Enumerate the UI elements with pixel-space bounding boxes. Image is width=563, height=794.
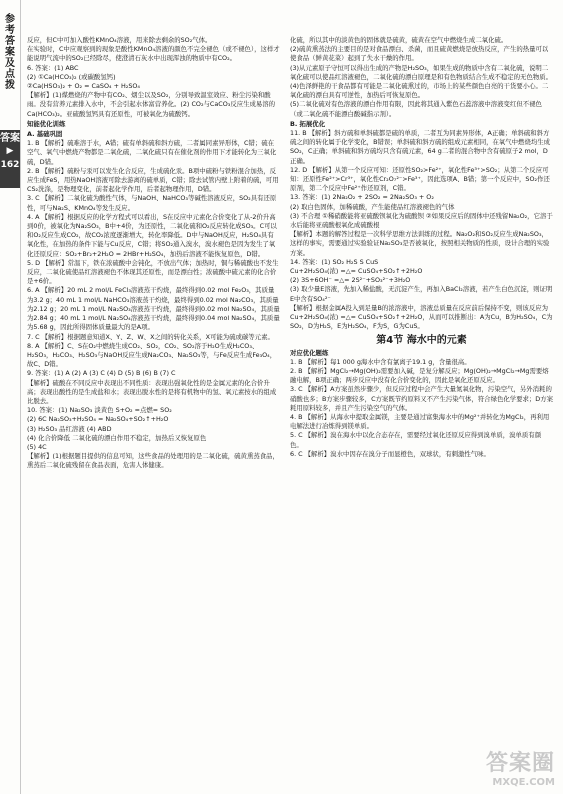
- left-paragraph: ②Ca(HSO₃)₂ + O₂ = CaSO₄ + H₂SO₄: [27, 82, 140, 91]
- answer-tab-label: 答案: [0, 133, 20, 144]
- left-paragraph: 10. 答案：(1) Na₂SO₃ 淡黄色 S+O₂ =点燃= SO₂: [27, 406, 172, 415]
- right-paragraph: 13. 答案：(1) 2Na₂O₂ + 2SO₂ = 2Na₂SO₃ + O₂: [290, 193, 434, 202]
- right-paragraph: 化硫，所以其中的淡黄色的固体就是硫黄，硫黄在空气中燃烧生成二氧化硫。: [290, 36, 508, 44]
- left-paragraph: 【解析】(1)根据题目提供的信息可知，这些食品的处理用的是二氧化硫，硫黄熏蒸食品，熏蒸后二氧化硫残留在食品表面，危害人体健康。: [27, 452, 279, 470]
- right-paragraph: (2) 3S+6OH⁻ =△= 2S²⁻+SO₃²⁻+3H₂O: [290, 276, 411, 285]
- right-paragraph: (3) 不合理 ①稀硝酸能将亚硫酸钡氧化为硫酸钡 ②如果反应后的固体中还残留Na₂O₂，它溶于水后能将亚硫酸根氧化成硫酸根: [290, 211, 553, 230]
- right-paragraph: 第4节 海水中的元素: [376, 334, 467, 346]
- left-paragraph: 2. B 【解析】硫粉与汞可以发生化合反应，生成硫化汞。B项中硫粉与铁粉混合加热，反应生成FeS，用热NaOH溶液可除去游离的硫单质，C错；除去试管内壁上附着的硫，可用CS₂洗涤，是物理变化，前者起化学作用，后者起物理作用，D错。: [27, 166, 279, 194]
- left-paragraph: A. 基础巩固: [27, 130, 63, 139]
- right-paragraph: 【解析】本题的解答过程是一次科学思维方法训练的过程。Na₂O₂和SO₂反应生成Na₂SO₃，这样的事实，需要通过实验验证Na₂SO₃是否被氧化，按照相关物质的性质，设计合理的实验方案。: [290, 230, 550, 257]
- left-paragraph: 7. C 【解析】根据题意知道X、Y、Z、W、X之间的转化关系，X可能为硫或碳等元素。: [27, 332, 274, 341]
- right-paragraph: (2)硫黄熏蒸法的主要目的是对食品漂白、杀菌，而且硫黄燃烧是放热反应，产生的热量可以使食品（鲜黄花菜）起到了失水干燥的作用。: [290, 45, 549, 63]
- right-paragraph: Cu+2H₂SO₄(浓) =△= CuSO₄+SO₂↑+2H₂O: [290, 267, 423, 276]
- left-paragraph: 反应，但C中可加入酸性KMnO₄溶液，用来除去剩余的SO₂气体。: [27, 36, 212, 44]
- right-paragraph: 【解析】根据金属A投入到足量B的浓溶液中，溶液总质量在反应前后保持不变，则该反应为Cu+2H₂SO₄(浓) =△= CuSO₄+SO₂↑+2H₂O，从而可以推断出：A为Cu，B为H₂SO₄，C为SO₂，D为H₂S，E为H₂SO₄，F为S，G为CuS。: [290, 303, 553, 331]
- right-paragraph: 2. B 【解析】MgCl₂→Mg(OH)₂需要加入碱，是复分解反应；Mg(OH)₂→MgCl₂→Mg需要熔融电解，B项正确；两步反应中没有化合价变化的，因此是氧化还原反应。: [290, 366, 549, 385]
- right-paragraph: (3)从元素原子守恒可以得出生成的产物是H₂SO₃，如果生成的物质中含有二氧化硫，说明二氧化硫可以使品红溶液褪色，二氧化硫的漂白原理是和有色物质结合生成不稳定的无色物质。: [290, 63, 553, 81]
- chevron-right-icon: ▶: [6, 146, 14, 156]
- left-paragraph: 8. A 【解析】C、S在O₂中燃烧生成CO₂、SO₂，CO₂、SO₂溶于H₂O生成H₂CO₃、H₂SO₃，H₂CO₃、H₂SO₃与NaOH反应生成Na₂CO₃、Na₂SO₃等，与Fe反应生成Fe₃O₄，故C、D错。: [27, 341, 277, 369]
- watermark-main: 答案圈: [485, 751, 555, 776]
- left-paragraph: 【解析】(1)煤燃烧的产物中有CO₂、烟尘以及SO₂，分别导致温室效应、粉尘污染和酸雨。没有营养元素排入水中，不会引起水体富营养化。(2) CO₂与CaCO₃反应生成易溶的Ca(HCO₃)₂。亚硫酸氢钙具有还原性，可被氧化为硫酸钙。: [27, 91, 276, 118]
- left-paragraph: 4. A 【解析】根据反应的化学方程式可以看出，S在反应中元素化合价变化了从-2价升高到0价，被氧化为Na₂SO₃，B中+4价，为还原性，二氧化硫和O₂反应转化成SO₃。C可以和O₂反应生成CO₂，故CO₂浓度逐渐增大，转化率降低。D中与NaOH反应，H₂SO₄具有氧化性，在加热的条件下能与Cu反应，C错；将SO₂通入溴水，溴水褪色是因为发生了氧化还原反应：SO₂+Br₂+2H₂O = 2HBr+H₂SO₄，加热后溶液不能恢复原色，D错。: [27, 212, 277, 258]
- left-paragraph: (5) 4C: [27, 442, 47, 451]
- left-paragraph: (4) 化合价降低 二氧化硫的漂白作用不稳定，加热后又恢复原色: [27, 433, 207, 442]
- right-paragraph: 4. B 【解析】从海水中提取金属镁，主要是通过富集海水中的Mg²⁺并转化为MgCl₂，再利用电解法进行冶炼得到镁单质。: [290, 412, 550, 431]
- right-paragraph: (2) 取白色固体，加稀硫酸，产生能使品红溶液褪色的气体: [290, 202, 455, 211]
- left-paragraph: (2) ①Ca(HCO₃)₂ (或碳酸氢钙): [27, 72, 116, 81]
- right-paragraph: 12. D 【解析】从第一个反应可知：还原性SO₂>Fe²⁺，氧化性Fe³⁺>SO₂；从第二个反应可知：还原性Fe²⁺>Cr³⁺，氧化性Cr₂O₇²⁻>Fe³⁺，因此选项A、B错；第一个反应中，SO₂作还原剂，第二个反应中Fe²⁺作还原剂，C错。: [290, 165, 550, 193]
- right-paragraph: (4)色泽鲜艳的干食品都有可能是二氧化硫熏过的，市场上的某些颜色白亮的干货要小心。二氧化硫的漂白具有可逆性，加热后可恢复原色。: [290, 82, 549, 100]
- left-paragraph: 知能优化训练: [27, 119, 66, 128]
- left-paragraph: 在实验时，C中应观察到的现象是酸性KMnO₄溶液的颜色不完全褪色（或不褪色），这样才能说明气流中的SO₂已经除尽，使澄清石灰水中出现浑浊的物质中有CO₂。: [27, 45, 280, 63]
- left-paragraph: 6. A 【解析】20 mL 2 mol/L FeCl₃溶液蒸干灼烧，最终得到0.02 mol Fe₂O₃，其质量为3.2 g；40 mL 1 mol/L NaHCO₃溶液蒸干灼烧，最终得到0.02 mol Na₂CO₃，其质量为2.12 g；20 mL 1 mol/L Na₂SO₃溶液蒸干灼烧，最终得到0.02 mol Na₂SO₄，其质量为2.84 g；40 mL 1 mol/L Na₂SO₄溶液蒸干灼烧，最终得到0.04 mol Na₂SO₄，其质量为5.68 g，因此所得固体质量最大的是A项。: [27, 286, 280, 332]
- left-paragraph: 9. 答案：(1) A (2) A (3) C (4) D (5) B (6) B (7) C: [27, 369, 176, 378]
- right-paragraph: (5)二氧化硫对有色溶液的漂白作用有限，因此将其通入紫色石蕊溶液中溶液变红但不褪色（或二氧化硫不能漂白酸碱指示剂）。: [290, 100, 542, 118]
- right-paragraph: 6. C 【解析】溴水中因存在溴分子而显橙色，双球状，有刺激性气味。: [290, 449, 490, 458]
- right-column: [290, 36, 553, 788]
- left-paragraph: 5. D 【解析】常温下，铁在浓硫酸中会钝化，不放出气体；加热时，铜与稀硫酸也不发生反应，二氧化硫使品红溶液褪色不体现其还原性，而是漂白性；浓硫酸中硫元素的化合价是+6价。: [27, 258, 279, 286]
- sidebar: [0, 0, 21, 794]
- answer-tab: [0, 130, 20, 188]
- right-paragraph: 对应优化题练: [290, 348, 329, 357]
- right-paragraph: 1. B 【解析】每1 000 g海水中含有氯离子19.1 g，含量很高。: [290, 357, 471, 366]
- left-paragraph: 【解析】硫酸在不同反应中表现出不同性质：表现出强氧化性的是金属元素的化合价升高；表现出酸性的是生成盐和水；表现出脱水性的是将有机物中的氢、氧元素按水的组成比脱去。: [27, 378, 277, 405]
- left-paragraph: 3. C 【解析】二氧化硫为酸性气体，与NaOH、NaHCO₃等碱性溶液反应，SO₂具有还原性，可与Na₂S、KMnO₄等发生反应。: [27, 194, 277, 212]
- sidebar-title: 参考答案及点拨: [5, 14, 15, 91]
- page-number: 162: [0, 160, 20, 170]
- right-paragraph: 5. C 【解析】溴在海水中以化合态存在，需要经过氧化还原反应得到溴单质，溴单质有颜色。: [290, 431, 542, 449]
- right-paragraph: B. 拓展优化: [290, 119, 326, 128]
- left-paragraph: (2) 6C Na₂SO₃+H₂SO₄ = Na₂SO₄+SO₂↑+H₂O: [27, 415, 169, 424]
- left-column: [27, 36, 280, 788]
- right-paragraph: (3) 取少量E溶液，先加入稀盐酸，无沉淀产生，再加入BaCl₂溶液，若产生白色沉淀，则证明E中含有SO₄²⁻: [290, 285, 553, 303]
- watermark-sub: MXQE.COM: [492, 777, 555, 788]
- right-paragraph: 14. 答案：(1) SO₂ H₂S S CuS: [290, 257, 379, 266]
- right-paragraph: 11. B 【解析】斜方硫和单斜硫都是硫的单质，二者互为同素异形体，A正确；单斜硫和斜方硫之间的转化属于化学变化，B错误；单斜硫和斜方硫的组成元素相同，在氧气中燃烧均生成SO₂，C正确；单斜硫和斜方硫均只含有硫元素，64 g二者的混合物中含有硫原子2 mol，D正确。: [290, 129, 551, 165]
- left-paragraph: 6. 答案：(1) ABC: [27, 63, 79, 72]
- watermark: [486, 746, 555, 788]
- left-paragraph: (3) H₂SO₃ 品红溶液 (4) ABD: [27, 424, 112, 433]
- right-paragraph: 3. C 【解析】A方案虽然步骤少，但反应过程中会产生大量氮氧化物，污染空气，另外消耗的硝酸也多；B方案步骤较多，C方案既节约原料又不产生污染气体，符合绿色化学要求；D方案耗用原料较多，并且产生污染空气的气体。: [290, 385, 553, 412]
- left-paragraph: 1. B 【解析】硫难溶于水，A错；硫有单斜硫和斜方硫，二者属同素异形体，C错；硫在空气、氧气中燃烧产物都是二氧化硫，二氧化硫只有在催化剂的作用下才能转化为三氧化硫，D错。: [27, 139, 277, 166]
